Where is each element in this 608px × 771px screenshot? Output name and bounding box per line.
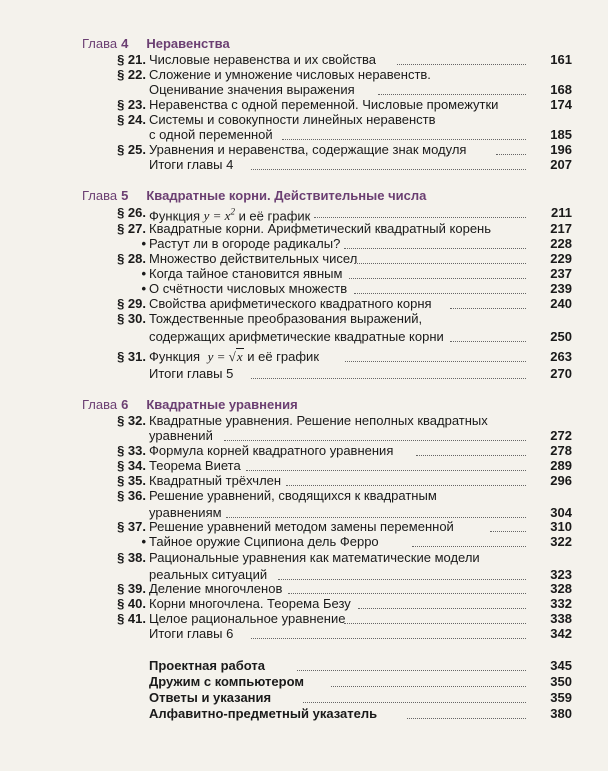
page-number: 228 xyxy=(550,236,572,251)
sqrt-function-formula: y = √x xyxy=(207,349,243,364)
page-number: 168 xyxy=(550,82,572,97)
page-number: 161 xyxy=(550,52,572,67)
toc-entry[interactable] xyxy=(96,112,572,142)
chapter-title: Неравенства xyxy=(146,36,230,51)
toc-entry[interactable] xyxy=(96,157,572,172)
sqrt-sign-icon: √ xyxy=(228,349,236,364)
entry-title: Решение уравнений методом замены переменной xyxy=(149,519,454,534)
page-number: 359 xyxy=(550,690,572,705)
entry-title: Формула корней квадратного уравнения xyxy=(149,443,394,458)
entry-title: Сложение и умножение числовых неравенств. xyxy=(149,67,431,82)
toc-entry[interactable] xyxy=(96,413,572,443)
bullet-marker: • xyxy=(141,236,146,251)
entry-title: Числовые неравенства и их свойства xyxy=(149,52,377,67)
chapter-title: Квадратные уравнения xyxy=(146,397,298,412)
entry-title-end: и её график xyxy=(238,208,311,224)
section-number: § 36. xyxy=(117,488,146,503)
section-number: § 26. xyxy=(117,205,146,220)
entry-title: Тождественные преобразования выражений, xyxy=(149,311,423,326)
entry-title: Квадратные корни. Арифметический квадратный корень xyxy=(149,221,491,236)
page-number: 237 xyxy=(550,266,572,281)
entry-title: Множество действительных чисел xyxy=(149,251,358,266)
entry-title: Алфавитно-предметный указатель xyxy=(149,706,378,721)
toc-entry[interactable] xyxy=(96,251,572,266)
page-number: 296 xyxy=(550,473,572,488)
entry-title: Корни многочлена. Теорема Безу xyxy=(149,596,351,611)
section-number: § 35. xyxy=(117,473,146,488)
function-formula: $y = x^2$ xyxy=(203,207,235,224)
entry-title: Квадратные уравнения. Решение неполных квадратных xyxy=(149,413,488,428)
page-number: 278 xyxy=(550,443,572,458)
section-number: § 33. xyxy=(117,443,146,458)
page-number: 342 xyxy=(550,626,572,641)
entry-title-continued: содержащих арифметические квадратные корни xyxy=(149,329,444,344)
entry-title: Функция xyxy=(149,349,200,364)
section-number: § 30. xyxy=(117,311,146,326)
page-number: 239 xyxy=(550,281,572,296)
section-number: § 28. xyxy=(117,251,146,266)
chapter-number: 4 xyxy=(121,36,129,51)
entry-title: Рациональные уравнения как математические модели xyxy=(149,550,480,565)
entry-title: Проектная работа xyxy=(149,658,266,673)
section-number: § 24. xyxy=(117,112,146,127)
chapter-heading xyxy=(82,397,572,413)
entry-title: Тайное оружие Сципиона дель Ферро xyxy=(149,534,379,549)
section-number: § 29. xyxy=(117,296,146,311)
page-number: 310 xyxy=(550,519,572,534)
toc-entry[interactable] xyxy=(96,266,572,281)
page-number: 350 xyxy=(550,674,572,689)
toc-entry[interactable] xyxy=(96,67,572,97)
section-number: § 40. xyxy=(117,596,146,611)
chapter-label: Глава xyxy=(82,397,118,412)
page-number: 196 xyxy=(550,142,572,157)
page-number: 328 xyxy=(550,581,572,596)
section-number: § 23. xyxy=(117,97,146,112)
entry-title: Растут ли в огороде радикалы? xyxy=(149,236,341,251)
chapter-number: 6 xyxy=(121,397,129,412)
page-number: 338 xyxy=(550,611,572,626)
toc-entry[interactable] xyxy=(96,366,572,381)
entry-title-continued: Оценивание значения выражения xyxy=(149,82,355,97)
page-number: 332 xyxy=(550,596,572,611)
page-number: 174 xyxy=(550,97,572,112)
page-number: 345 xyxy=(550,658,572,673)
page-number: 229 xyxy=(550,251,572,266)
entry-title-end: и её график xyxy=(247,349,320,364)
chapter-label: Глава xyxy=(82,188,118,203)
entry-title: Решение уравнений, сводящихся к квадратным xyxy=(149,488,437,503)
section-number: § 22. xyxy=(117,67,146,82)
toc-entry-bold[interactable] xyxy=(149,706,572,721)
page-number: 272 xyxy=(550,428,572,443)
section-number: § 32. xyxy=(117,413,146,428)
page-number: 380 xyxy=(550,706,572,721)
entry-title: Свойства арифметического квадратного корня xyxy=(149,296,432,311)
toc-entry[interactable] xyxy=(96,473,572,488)
toc-entry-bold[interactable] xyxy=(149,674,572,689)
entry-title: Системы и совокупности линейных неравенств xyxy=(149,112,436,127)
toc-entry[interactable] xyxy=(96,205,572,224)
toc-entry[interactable] xyxy=(96,311,572,344)
toc-entry[interactable] xyxy=(96,596,572,611)
toc-entry[interactable] xyxy=(96,550,572,580)
page-number: 289 xyxy=(550,458,572,473)
page-number: 304 xyxy=(550,505,572,520)
bullet-marker: • xyxy=(141,281,146,296)
chapter-heading xyxy=(82,188,572,204)
toc-entry[interactable] xyxy=(96,97,572,112)
page-number: 323 xyxy=(550,567,572,582)
toc-entry[interactable] xyxy=(96,236,572,251)
section-number: § 41. xyxy=(117,611,146,626)
entry-title-continued: уравнений xyxy=(149,428,213,443)
entry-title: Теорема Виета xyxy=(149,458,241,473)
entry-title: Ответы и указания xyxy=(149,690,272,705)
toc-entry[interactable] xyxy=(96,581,572,596)
chapter-heading xyxy=(82,36,572,52)
entry-title: Целое рациональное уравнение xyxy=(149,611,346,626)
toc-entry[interactable] xyxy=(96,52,572,67)
toc-entry[interactable] xyxy=(96,142,572,157)
entry-title: Когда тайное становится явным xyxy=(149,266,343,281)
entry-title-continued: уравнениям xyxy=(149,505,222,520)
toc-entry-bold[interactable] xyxy=(149,690,572,705)
chapter-number: 5 xyxy=(121,188,129,203)
page-number: 217 xyxy=(550,221,572,236)
page-number: 211 xyxy=(551,205,572,220)
entry-title: Дружим с компьютером xyxy=(149,674,304,689)
page-number: 250 xyxy=(550,329,572,344)
toc-entry[interactable] xyxy=(96,221,572,236)
bullet-marker: • xyxy=(141,534,146,549)
toc-entry[interactable] xyxy=(96,611,572,626)
toc-entry[interactable] xyxy=(96,488,572,518)
entry-title: Деление многочленов xyxy=(149,581,283,596)
toc-entry[interactable] xyxy=(96,349,572,367)
chapter-title: Квадратные корни. Действительные числа xyxy=(146,188,427,203)
entry-title: Итоги главы 4 xyxy=(149,157,234,172)
entry-title: Итоги главы 6 xyxy=(149,626,234,641)
toc-entry[interactable] xyxy=(96,626,572,641)
page-number: 322 xyxy=(550,534,572,549)
entry-title: Итоги главы 5 xyxy=(149,366,234,381)
page-number: 185 xyxy=(550,127,572,142)
entry-title: Неравенства с одной переменной. Числовые промежутки xyxy=(149,97,499,112)
entry-title-continued: реальных ситуаций xyxy=(149,567,268,582)
toc-entry[interactable] xyxy=(96,519,572,534)
page-number: 240 xyxy=(550,296,572,311)
section-number: § 34. xyxy=(117,458,146,473)
entry-title: Уравнения и неравенства, содержащие знак модуля xyxy=(149,142,467,157)
toc-entry[interactable] xyxy=(96,281,572,296)
page-number: 270 xyxy=(550,366,572,381)
toc-entry[interactable] xyxy=(96,296,572,311)
toc-entry-bold[interactable] xyxy=(149,658,572,673)
section-number: § 21. xyxy=(117,52,146,67)
entry-title-continued: с одной переменной xyxy=(149,127,273,142)
section-number: § 31. xyxy=(117,349,146,364)
bullet-marker: • xyxy=(141,266,146,281)
page-number: 207 xyxy=(550,157,572,172)
chapter-label: Глава xyxy=(82,36,118,51)
entry-title: Функция xyxy=(149,208,200,224)
section-number: § 27. xyxy=(117,221,146,236)
page-number: 263 xyxy=(550,349,572,364)
toc-entry[interactable] xyxy=(96,443,572,458)
toc-entry[interactable] xyxy=(96,458,572,473)
section-number: § 37. xyxy=(117,519,146,534)
section-number: § 38. xyxy=(117,550,146,565)
section-number: § 39. xyxy=(117,581,146,596)
section-number: § 25. xyxy=(117,142,146,157)
entry-title: О счётности числовых множеств xyxy=(149,281,348,296)
entry-title: Квадратный трёхчлен xyxy=(149,473,282,488)
toc-entry[interactable] xyxy=(96,534,572,549)
